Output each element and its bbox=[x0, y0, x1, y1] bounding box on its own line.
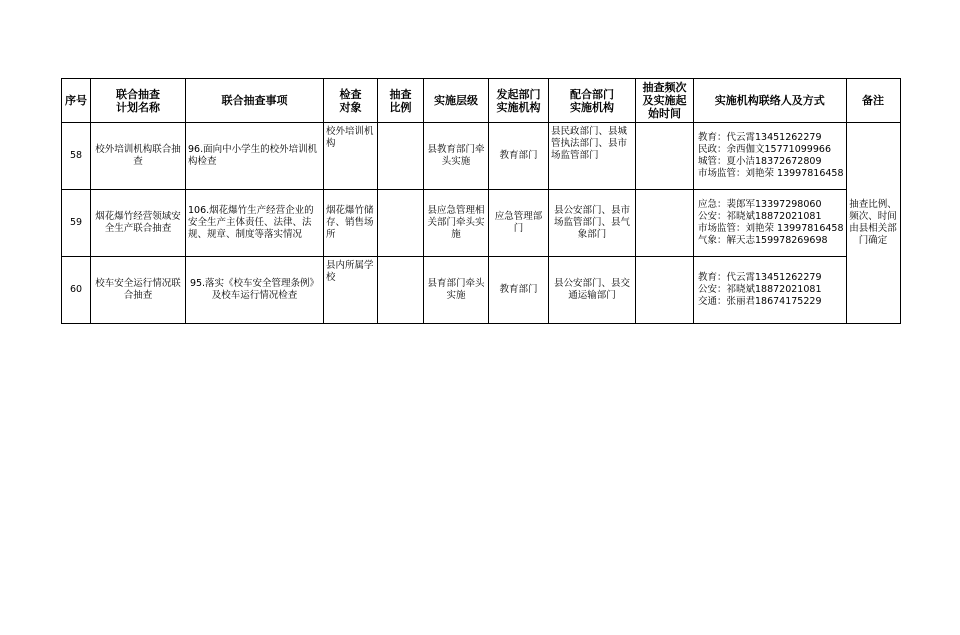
header-object bbox=[324, 79, 378, 123]
table-row bbox=[62, 190, 901, 257]
cell-item: 96.面向中小学生的校外培训机构检查 bbox=[186, 123, 324, 190]
header-initiator-text: 发起部门 实施机构 bbox=[496, 87, 541, 114]
cell-level: 县教育部门牵头实施 bbox=[424, 123, 489, 190]
cell-plan-name: 校车安全运行情况联合抽查 bbox=[91, 257, 186, 324]
header-cooperator bbox=[549, 79, 636, 123]
table-row bbox=[62, 123, 901, 190]
cell-contacts bbox=[694, 257, 847, 324]
header-frequency-text: 抽查频次 及实施起 始时间 bbox=[642, 81, 687, 120]
header-plan-name bbox=[91, 79, 186, 123]
cell-level: 县应急管理相关部门牵头实施 bbox=[424, 190, 489, 257]
contact-line: 市场监管：刘艳荣 13997816458 bbox=[698, 168, 844, 179]
cell-frequency bbox=[636, 257, 694, 324]
header-item: 联合抽查事项 bbox=[186, 79, 324, 123]
cell-object: 校外培训机构 bbox=[324, 123, 378, 190]
cell-cooperator: 县公安部门、县市场监管部门、县气象部门 bbox=[549, 190, 636, 257]
contact-line: 应急：裴郎军13397298060 bbox=[698, 199, 822, 210]
contact-line: 公安：祁晓斌18872021081 bbox=[698, 211, 822, 222]
header-ratio-text: 抽查 比例 bbox=[389, 87, 412, 114]
cell-object: 烟花爆竹储存、销售场所 bbox=[324, 190, 378, 257]
joint-inspection-table bbox=[61, 78, 901, 324]
contact-line: 教育：代云霄13451262279 bbox=[698, 132, 822, 143]
table-row bbox=[62, 257, 901, 324]
header-initiator bbox=[489, 79, 549, 123]
cell-cooperator: 县民政部门、县城管执法部门、县市场监管部门 bbox=[549, 123, 636, 190]
cell-seq: 58 bbox=[62, 123, 91, 190]
cell-ratio bbox=[378, 190, 424, 257]
cell-remarks: 抽查比例、频次、时间由县相关部门确定 bbox=[846, 123, 900, 324]
cell-object: 县内所属学校 bbox=[324, 257, 378, 324]
header-frequency bbox=[636, 79, 694, 123]
cell-frequency bbox=[636, 190, 694, 257]
cell-frequency bbox=[636, 123, 694, 190]
contact-line: 市场监管：刘艳荣 13997816458 bbox=[698, 223, 844, 234]
cell-seq: 60 bbox=[62, 257, 91, 324]
cell-initiator: 应急管理部门 bbox=[489, 190, 549, 257]
cell-item: 95.落实《校车安全管理条例》及校车运行情况检查 bbox=[186, 257, 324, 324]
cell-level: 县育部门牵头实施 bbox=[424, 257, 489, 324]
cell-initiator: 教育部门 bbox=[489, 123, 549, 190]
cell-seq: 59 bbox=[62, 190, 91, 257]
cell-initiator: 教育部门 bbox=[489, 257, 549, 324]
contact-line: 民政：余西伽文15771099966 bbox=[698, 144, 831, 155]
cell-ratio bbox=[378, 257, 424, 324]
header-row bbox=[62, 79, 901, 123]
cell-item: 106.烟花爆竹生产经营企业的安全生产主体责任、法律、法规、规章、制度等落实情况 bbox=[186, 190, 324, 257]
header-ratio bbox=[378, 79, 424, 123]
cell-ratio bbox=[378, 123, 424, 190]
contact-line: 教育：代云霄13451262279 bbox=[698, 272, 822, 283]
contact-line: 气象：解天志15997826969​8 bbox=[698, 235, 828, 246]
header-seq: 序号 bbox=[62, 79, 91, 123]
contact-line: 公安：祁晓斌18872021081 bbox=[698, 284, 822, 295]
cell-contacts bbox=[694, 123, 847, 190]
header-level: 实施层级 bbox=[424, 79, 489, 123]
contact-line: 城管：夏小洁18372672809 bbox=[698, 156, 822, 167]
header-contacts: 实施机构联络人及方式 bbox=[694, 79, 847, 123]
cell-plan-name: 烟花爆竹经营领域安全生产联合抽查 bbox=[91, 190, 186, 257]
cell-contacts bbox=[694, 190, 847, 257]
header-cooperator-text: 配合部门 实施机构 bbox=[570, 87, 614, 114]
cell-plan-name: 校外培训机构联合抽查 bbox=[91, 123, 186, 190]
header-object-text: 检查 对象 bbox=[339, 87, 362, 114]
header-remarks: 备注 bbox=[846, 79, 900, 123]
contact-line: 交通：张丽君18674175229 bbox=[698, 296, 822, 307]
cell-cooperator: 县公安部门、县交通运输部门 bbox=[549, 257, 636, 324]
header-plan-name-text: 联合抽查 计划名称 bbox=[116, 87, 160, 114]
